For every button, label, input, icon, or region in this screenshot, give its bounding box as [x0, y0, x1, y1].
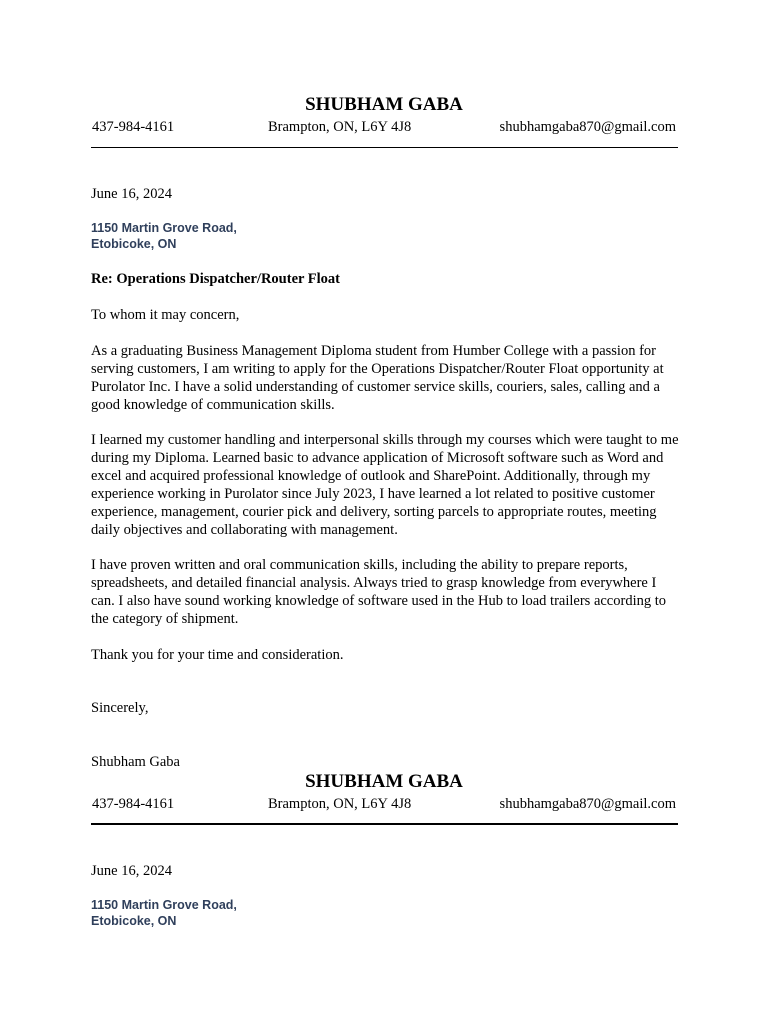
body-paragraph-3: I have proven written and oral communication skills, including the ability to prepare reports, spreadsheets, and detailed financial analysis. Always tried to grasp knowledge from everywhere I can. I also have sound working knowledge of software used in the Hub to load trailers according to the category of shipment. — [91, 557, 667, 627]
header-phone: 437-984-4161 — [92, 119, 175, 135]
header-location: Brampton, ON, L6Y 4J8 — [268, 119, 412, 135]
body-paragraph-2: I learned my customer handling and interpersonal skills through my courses which were taught to me during my Diploma. Learned basic to advance application of Microsoft software such as Word and excel and acquired professional knowledge of outlook and SharePoint. Additionally, through my experience working in Purolator since July 2023, I have learned a lot related to positive customer experience, management, courier pick and delivery, sorting parcels to appropriate routes, meeting daily objectives and collaborating with management. — [91, 432, 679, 538]
repeat-address-line2: Etobicoke, ON — [91, 914, 177, 928]
body-paragraph-1: As a graduating Business Management Diploma student from Humber College with a passion for serving customers, I am writing to apply for the Operations Dispatcher/Router Float opportunity at Purolator Inc. I have a solid understanding of customer service skills, couriers, sales, calling and a good knowledge of communication skills. — [91, 343, 664, 413]
repeat-address-line1: 1150 Martin Grove Road, — [91, 898, 237, 912]
repeat-header-name: SHUBHAM GABA — [305, 771, 463, 792]
repeat-header-divider — [91, 823, 678, 825]
recipient-address-line2: Etobicoke, ON — [91, 237, 177, 251]
repeat-header-location: Brampton, ON, L6Y 4J8 — [268, 796, 412, 812]
repeat-header-email: shubhamgaba870@gmail.com — [499, 796, 676, 812]
letter-closing: Sincerely, — [91, 700, 149, 716]
letter-thanks: Thank you for your time and consideration. — [91, 647, 344, 663]
header-email: shubhamgaba870@gmail.com — [499, 119, 676, 135]
letter-date: June 16, 2024 — [91, 186, 172, 202]
header-divider — [91, 147, 678, 148]
repeat-letter-date: June 16, 2024 — [91, 863, 172, 879]
letter-salutation: To whom it may concern, — [91, 307, 240, 323]
repeat-header-phone: 437-984-4161 — [92, 796, 175, 812]
header-name: SHUBHAM GABA — [305, 94, 463, 115]
letter-signature: Shubham Gaba — [91, 754, 180, 770]
recipient-address-line1: 1150 Martin Grove Road, — [91, 221, 237, 235]
letter-subject: Re: Operations Dispatcher/Router Float — [91, 271, 341, 287]
